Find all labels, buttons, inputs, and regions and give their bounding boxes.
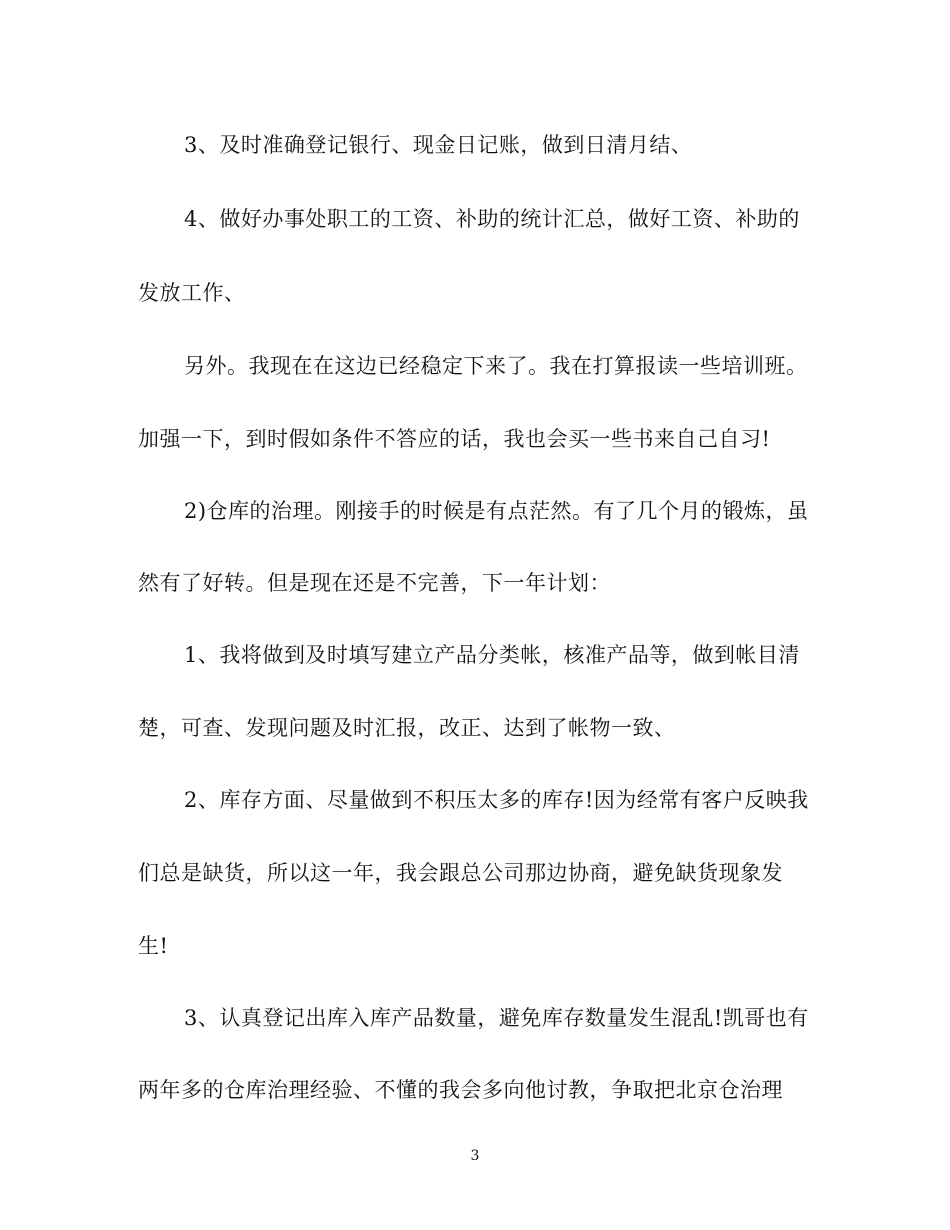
text-line: 3、及时准确登记银行、现金日记账，做到日清月结、 xyxy=(184,133,693,157)
text-line: 两年多的仓库治理经验、不懂的我会多向他讨教，争取把北京仓治理 xyxy=(138,1078,783,1102)
text-line: 生! xyxy=(138,934,169,958)
page-number: 3 xyxy=(470,1148,480,1164)
text-line: 4、做好办事处职工的工资、补助的统计汇总，做好工资、补助的 xyxy=(184,207,800,231)
text-line: 楚，可查、发现问题及时汇报，改正、达到了帐物一致、 xyxy=(138,716,676,740)
text-line: 然有了好转。但是现在还是不完善，下一年计划： xyxy=(138,571,611,595)
text-line: 3、认真登记出库入库产品数量，避免库存数量发生混乱!凯哥也有 xyxy=(184,1006,809,1030)
text-line: 加强一下，到时假如条件不答应的话，我也会买一些书来自己自习! xyxy=(138,427,771,451)
text-line: 2)仓库的治理。刚接手的时候是有点茫然。有了几个月的锻炼，虽 xyxy=(184,499,809,523)
text-line: 们总是缺货，所以这一年，我会跟总公司那边协商，避免缺货现象发 xyxy=(138,861,783,885)
text-line: 2、库存方面、尽量做到不积压太多的库存!因为经常有客户反映我 xyxy=(184,788,809,812)
text-line: 另外。我现在在这边已经稳定下来了。我在打算报读一些培训班。 xyxy=(184,354,808,378)
text-line: 发放工作、 xyxy=(138,281,246,305)
text-line: 1、我将做到及时填写建立产品分类帐，核准产品等，做到帐目清 xyxy=(184,643,800,667)
